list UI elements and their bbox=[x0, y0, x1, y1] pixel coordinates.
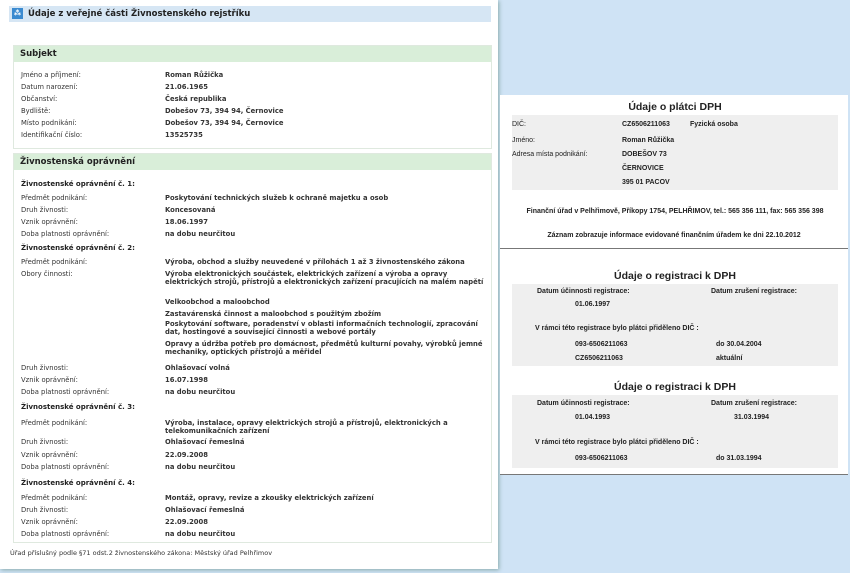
registrace-box: Datum účinnosti registrace: Datum zrušení registrace: 01.04.1993 31.03.1994 V rámci této registrace bylo plátci přiděleno DIČ : 093-6506211063 do 31.03.1994 bbox=[512, 395, 838, 468]
opravneni-section: Živnostenská oprávnění Živnostenské oprávnění č. 1: Předmět podnikání: Poskytování technických služeb k ochraně majetku a osob Druh živnosti: Koncesovaná Vznik oprávnění: 18.06.1997 Doba platnosti oprávnění: na dobu neurčitou Živnostenské oprávnění č. 2: Předmět podnikání: Výroba, obchod a služby neuvedené v přílohách 1 až 3 živnostenského zákona Obory činnosti: Výroba elektronických součástek, elektrických zařízení a výroba a opravy elektrických strojů, přístrojů a elektronických zařízení pracujících na malém napětí Velkoobchod a maloobchod Zastavárenská činnost a maloobchod s použitým zbožím Poskytování software, poradenství v oblasti informačních technologií, zpracování dat, hostingové a související činnosti a webové portály Opravy a údržba potřeb pro domácnost, předmětů kulturní povahy, výrobků jemné mechaniky, optických přístrojů a měřidel Druh živnosti: Ohlašovací volná Vznik oprávnění: 16.07.1998 Doba platnosti oprávnění: na dobu neurčitou Živnostenské oprávnění č. 3: Předmět podnikání: Výroba, instalace, opravy elektrických strojů a přístrojů, elektronických a telekomunikačních zařízení Druh živnosti: Ohlašovací řemeslná Vznik oprávnění: 22.09.2008 Doba platnosti oprávnění: na dobu neurčitou Živnostenské oprávnění č. 4: Předmět podnikání: Montáž, opravy, revize a zkoušky elektrických zařízení Druh živnosti: Ohlašovací řemeslná Vznik oprávnění: 22.09.2008 Doba platnosti oprávnění: na dobu neurčitou bbox=[13, 153, 492, 543]
dph-panel bbox=[500, 0, 850, 573]
dph-info-box: DIČ: CZ6506211063 Fyzická osoba Jméno: Roman Růžička Adresa místa podnikání: DOBEŠOV 73 ČERNOVICE 395 01 PACOV bbox=[512, 115, 838, 190]
registry-icon: ⁂ bbox=[13, 9, 22, 17]
panel-title: Údaje z veřejné části Živnostenského rejstříku bbox=[28, 9, 251, 19]
registrace-title: Údaje o registraci k DPH bbox=[614, 270, 736, 282]
dph-panel-body bbox=[500, 95, 848, 475]
dph-dic: CZ6506211063 bbox=[622, 121, 670, 128]
financni-urad: Finanční úřad v Pelhřimově, Příkopy 1754, PELHŘIMOV, tel.: 565 356 111, fax: 565 356 398 bbox=[526, 208, 824, 215]
opravneni-heading: Živnostenské oprávnění č. 1: bbox=[21, 180, 135, 188]
divider bbox=[500, 474, 848, 475]
registrace-box: Datum účinnosti registrace: Datum zrušení registrace: 01.06.1997 V rámci této registrace bylo plátci přiděleno DIČ : 093-6506211063 do 30.04.2004 CZ6506211063 aktuální bbox=[512, 284, 838, 366]
footer-note: Úřad příslušný podle §71 odst.2 živnostenského zákona: Městský úřad Pelhřimov bbox=[10, 549, 273, 557]
opravneni-title: Živnostenská oprávnění bbox=[14, 154, 491, 170]
panel-header bbox=[9, 6, 491, 22]
divider bbox=[500, 248, 848, 249]
subjekt-title: Subjekt bbox=[14, 46, 491, 62]
subjekt-section: Subjekt Jméno a příjmení: Roman Růžička Datum narození: 21.06.1965 Občanství: Česká republika Bydliště: Dobešov 73, 394 94, Černovice Místo podnikání: Dobešov 73, 394 94, Černovice Identifikační číslo: 13525735 bbox=[13, 45, 492, 149]
registrace-title: Údaje o registraci k DPH bbox=[614, 381, 736, 393]
dph-title: Údaje o plátci DPH bbox=[628, 101, 722, 113]
opravneni-heading: Živnostenské oprávnění č. 4: bbox=[21, 479, 135, 487]
opravneni-heading: Živnostenské oprávnění č. 2: bbox=[21, 244, 135, 252]
zaznam-note: Záznam zobrazuje informace evidované finančním úřadem ke dni 22.10.2012 bbox=[547, 232, 801, 239]
opravneni-heading: Živnostenské oprávnění č. 3: bbox=[21, 403, 135, 411]
